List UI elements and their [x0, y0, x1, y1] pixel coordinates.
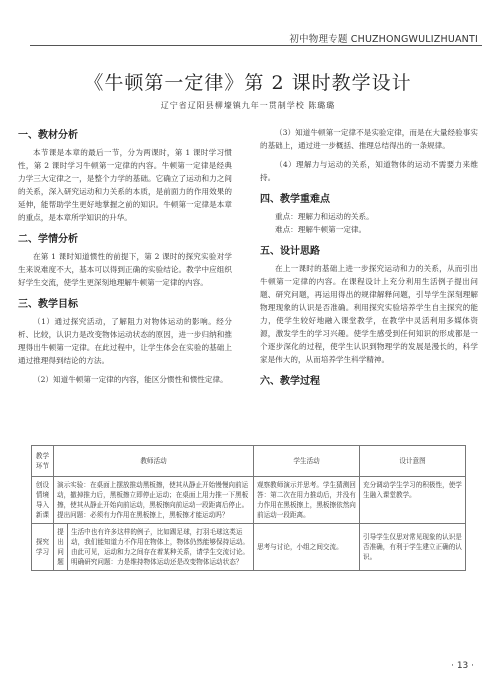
- paragraph: （3）知道牛顿第一定律不是实验定律，而是在大量经验事实的基础上，通过进一步概括、推理总结得出的一条规律。: [260, 128, 478, 150]
- table-cell: 生活中也有许多这样的例子，比如踢足球，打羽毛球这类运动，我们能知道力不作用在物体上，物体仍然能够保持运动。由此可见，运动和力之间存在着某种关系，请学生交流讨论。明确研究问题：力是维持物体运动还是改变物体运动状态？: [68, 524, 254, 571]
- table-header-cell: 设计意图: [360, 446, 466, 477]
- table-row: [32, 524, 466, 571]
- table-cell: 创设情境导入新课: [32, 477, 54, 524]
- journal-label: 初中物理专题 CHUZHONGWULIZHUANTI: [289, 34, 478, 45]
- paragraph: （4）理解力与运动的关系，知道物体的运动不需要力来维持。: [260, 160, 478, 182]
- table-header-cell: 学生活动: [254, 446, 360, 477]
- teaching-process-table: [31, 445, 466, 571]
- left-column: [18, 126, 232, 392]
- paragraph: 本节课是本章的最后一节，分为两课时，第 1 课时学习惯性，第 2 课时学习牛顿第一定律的内容。牛顿第一定律是经典力学三大定律之一，是整个力学的基础。它确立了运动和力之间的关系，深入研究运动和力关系的本质，是前面力的作用效果的延伸，能帮助学生更好地掌握之前的知识。牛顿第一定律是本章的重点，是本章所学知识的升华。: [18, 148, 232, 222]
- section-heading: 三、教学目标: [18, 299, 78, 310]
- paragraph: （2）知道牛顿第一定律的内容，能区分惯性和惯性定律。: [33, 375, 228, 384]
- table-cell: 演示实验：在桌面上摆放推动黑板擦，使其从静止开始慢慢向前运动，撤掉推力后，黑板擦立即停止运动；在桌面上用力推一下黑板擦，使其从静止开始向前运动，黑板擦向前运动一段距离后停止。提出问题：必须有力作用在黑板擦上，黑板擦才能运动吗？: [54, 477, 254, 524]
- table-cell: 充分调动学生学习的积极性，使学生融入课堂教学。: [360, 477, 466, 524]
- table-cell: 引导学生仅思对常见现象的认识是否准确，有利于学生建立正确的认识。: [360, 524, 466, 571]
- section-heading: 六、教学过程: [260, 376, 320, 387]
- page-header: [0, 0, 496, 46]
- right-column: [260, 126, 478, 392]
- header-rule: [30, 45, 482, 46]
- section-heading: 四、教学重难点: [260, 194, 330, 205]
- key-point: 重点：理解力和运动的关系。: [275, 212, 374, 221]
- table-header-row: [32, 446, 466, 477]
- table-cell: 提出问题: [54, 524, 68, 571]
- paragraph: 在上一课时的基础上进一步探究运动和力的关系，从而引出牛顿第一定律的内容。在课程设计上充分利用生活例子提出问题、研究问题，再运用得出的规律解释问题，引导学生深刻理解物理现象的认识是否准确。利用探究实验培养学生自主探究的能力，使学生较好地融入课堂教学，在教学中灵活利用多媒体资源，激发学生的学习兴趣。使学生感受到任何知识的形成都是一个逐步深化的过程，使学生认识到物理学的发展是漫长的，科学家是伟大的，从而培养学生科学精神。: [260, 264, 478, 364]
- paragraph: （1）通过探究活动，了解阻力对物体运动的影响。经分析、比较，认识力是改变物体运动状态的原因，进一步归纳和推理得出牛顿第一定律。在此过程中，让学生体会在实验的基础上通过推理得到结论的方法。: [18, 317, 232, 365]
- difficult-point: 难点：理解牛顿第一定律。: [275, 225, 367, 234]
- section-heading: 一、教材分析: [18, 130, 78, 141]
- section-heading: 五、设计思路: [260, 246, 320, 257]
- article-author: 辽宁省辽阳县柳壕镇九年一贯制学校 陈璐璐: [160, 101, 336, 110]
- section-heading: 二、学情分析: [18, 234, 78, 245]
- article-title: 《牛顿第一定律》第 2 课时教学设计: [84, 72, 412, 94]
- table-cell: 观察教师演示并思考。学生猜测回答：第二次在用力推动后，并没有力作用在黑板擦上，黑板擦依然向前运动一段距离。: [254, 477, 360, 524]
- table-cell: 思考与讨论，小组之间交流。: [254, 524, 360, 571]
- table-row: [32, 477, 466, 524]
- table-header-cell: 教学环节: [32, 446, 54, 477]
- paragraph: 在第 1 课时知道惯性的前提下，第 2 课时的探究实验对学生来说难度不大，基本可以得到正确的实验结论。教学中应组织好学生交流，使学生更深刻地理解牛顿第一定律的内容。: [18, 252, 232, 287]
- table-header-cell: 教师活动: [54, 446, 254, 477]
- table-cell: 探究学习: [32, 524, 54, 571]
- page-number: · 13 ·: [451, 661, 474, 671]
